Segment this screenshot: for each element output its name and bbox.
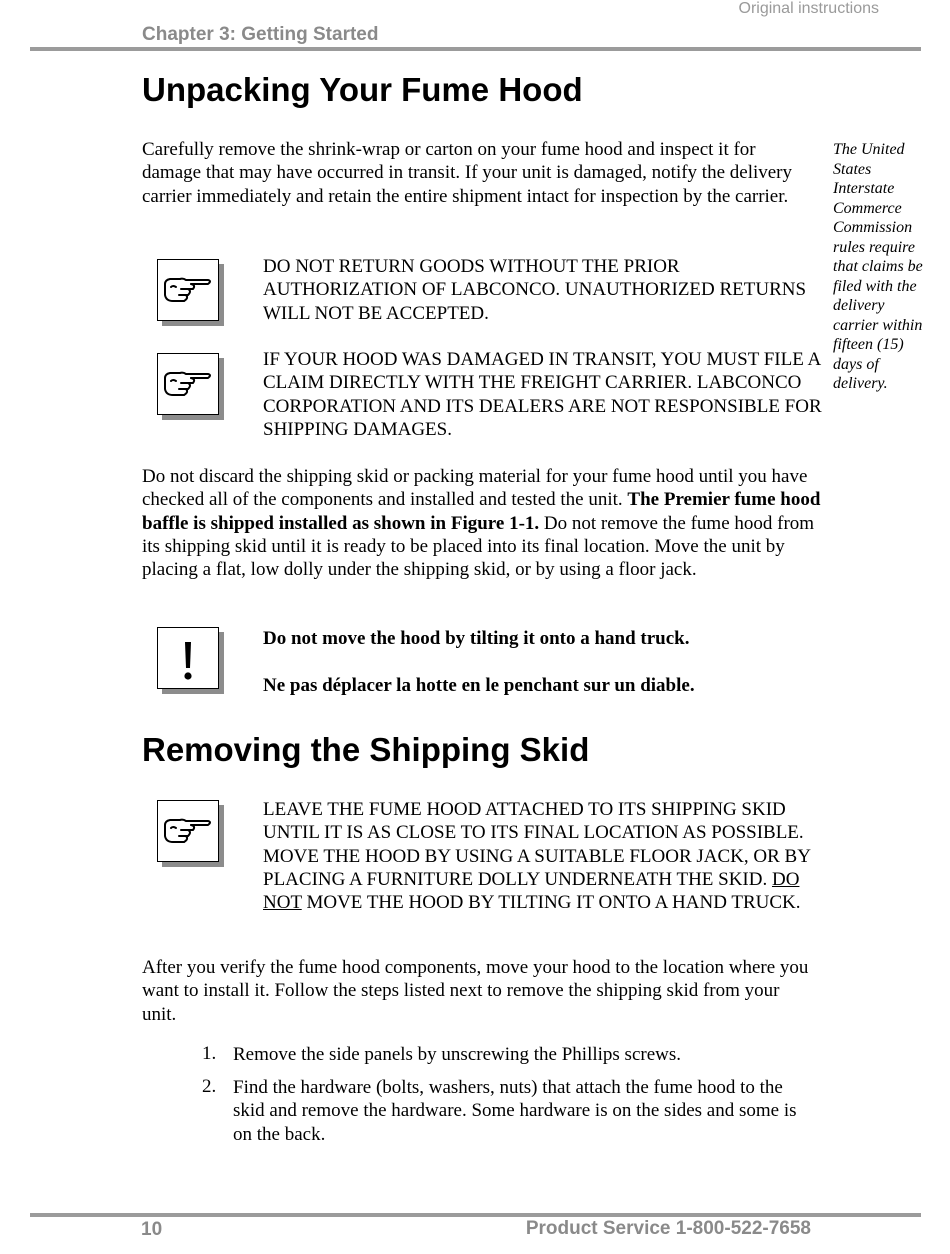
page-number: 10 — [141, 1219, 163, 1240]
intro-paragraph: Carefully remove the shrink-wrap or carton on your fume hood and inspect it for damage that may have occurred in transit. If your unit is damaged, notify the delivery carrier immediately and retain the entire shipment intact for inspection by the carrier. — [142, 139, 793, 207]
product-service-phone: Product Service 1-800-522-7658 — [525, 1218, 811, 1239]
note-no-return: DO NOT RETURN GOODS WITHOUT THE PRIOR AUTHORIZATION OF LABCONCO. UNAUTHORIZED RETURNS WILL NOT BE ACCEPTED. — [263, 256, 807, 324]
step-text: Find the hardware (bolts, washers, nuts) that attach the fume hood to the skid and remove the hardware. Some hardware is on the sides and some is on the back. — [233, 1077, 797, 1145]
chapter-heading: Chapter 3: Getting Started — [142, 24, 379, 45]
pointing-hand-icon — [158, 260, 218, 320]
step-number: 1. — [202, 1043, 217, 1064]
note-text-underlined: DO NOT — [263, 868, 800, 914]
note-leave-attached — [263, 798, 823, 914]
para-text-bold: The Premier fume hood baffle is shipped installed as shown in Figure 1-1. — [142, 489, 821, 534]
header-rule — [30, 47, 921, 51]
shipping-skid-paragraph — [142, 465, 822, 581]
para-text-part1: Do not discard the shipping skid or packing material for your fume hood until you have checked all of the components and installed and tested the unit. — [142, 466, 808, 511]
para-text-part2: Do not remove the fume hood from its shipping skid until it is ready to be placed into its final location. Move the unit by placing a flat, low dolly under the shipping skid, or by using a floor jack. — [142, 512, 815, 581]
note-icon-box-1 — [157, 259, 219, 321]
footer-rule — [30, 1213, 921, 1217]
note-icon-box-2 — [157, 353, 219, 415]
caution-english: Do not move the hood by tilting it onto a hand truck. — [263, 628, 690, 649]
margin-note: The United States Interstate Commerce Commission rules require that claims be filed with the delivery carrier within fifteen (15) days of delivery. — [833, 141, 923, 392]
note-text-part2: MOVE THE HOOD BY TILTING IT ONTO A HAND TRUCK. — [301, 892, 801, 914]
step-text: Remove the side panels by unscrewing the Phillips screws. — [233, 1044, 682, 1065]
verify-paragraph: After you verify the fume hood components, move your hood to the location where you want to install it. Follow the steps listed next to remove the shipping skid from your unit. — [142, 957, 809, 1025]
section-title-unpacking: Unpacking Your Fume Hood — [142, 71, 583, 108]
caution-icon-box — [157, 627, 219, 689]
original-instructions-label: Original instructions — [738, 0, 879, 17]
pointing-hand-icon — [158, 801, 218, 861]
section-title-removing-skid: Removing the Shipping Skid — [142, 731, 590, 768]
note-icon-box-3 — [157, 800, 219, 862]
exclamation-icon — [158, 628, 218, 688]
note-text-part1: LEAVE THE FUME HOOD ATTACHED TO ITS SHIPPING SKID UNTIL IT IS AS CLOSE TO ITS FINAL LOCATION AS POSSIBLE. MOVE THE HOOD BY USING A SUITABLE FLOOR JACK, OR BY PLACING A FURNITURE DOLLY UNDERNEATH THE SKID. — [263, 799, 811, 890]
step-number: 2. — [202, 1076, 217, 1097]
pointing-hand-icon — [158, 354, 218, 414]
caution-french: Ne pas déplacer la hotte en le penchant sur un diable. — [263, 675, 695, 696]
note-transit-damage: IF YOUR HOOD WAS DAMAGED IN TRANSIT, YOU MUST FILE A CLAIM DIRECTLY WITH THE FREIGHT CARRIER. LABCONCO CORPORATION AND ITS DEALERS ARE NOT RESPONSIBLE FOR SHIPPING DAMAGES. — [263, 349, 822, 440]
